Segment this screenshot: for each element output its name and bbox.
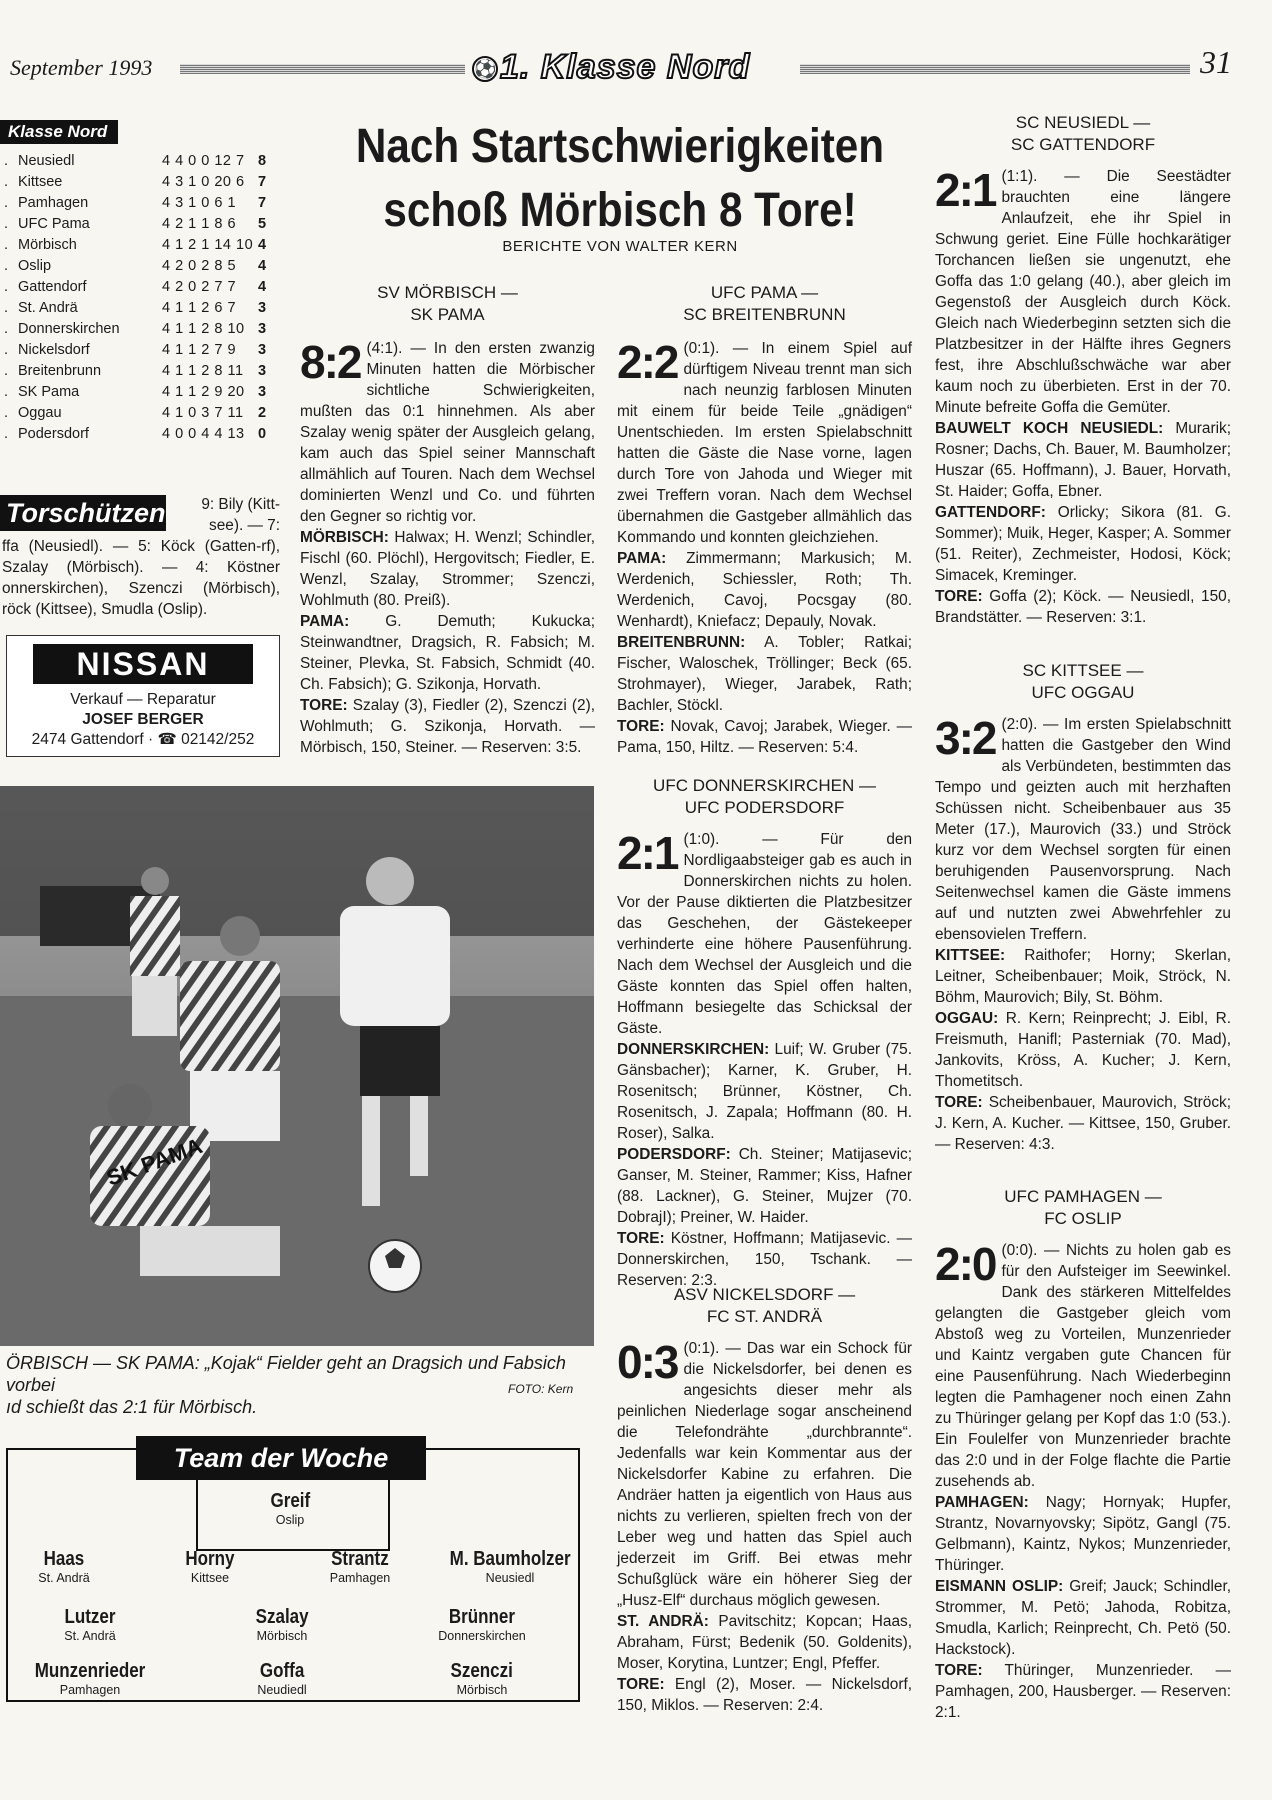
goals-text: Engl (2), Moser. — Nickelsdorf, 150, Miklos. — Reserven: 2:4.	[617, 1676, 913, 1714]
match-home: UFC PAMHAGEN —	[1004, 1187, 1162, 1206]
lineup-label: EISMANN OSLIP:	[935, 1578, 1064, 1595]
lineup-label: GATTENDORF:	[935, 504, 1046, 521]
table-rank: .	[4, 363, 9, 379]
goals-label: TORE:	[617, 1676, 665, 1693]
match-score: 2:2	[617, 336, 678, 388]
lineup-text: Raithofer; Horny; Skerlan, Leitner, Scheibenbauer; Moik, Ströck, N. Böhm, Maurovich; Bily, St. Böhm.	[935, 947, 1231, 1006]
player-club: Donnerskirchen	[438, 1629, 526, 1643]
team-player	[0, 1548, 134, 1586]
nissan-logo: NISSAN	[33, 644, 253, 684]
issue-date: September 1993	[10, 55, 153, 80]
table-team: Gattendorf	[18, 279, 87, 295]
player-name: Brünner	[448, 1606, 516, 1628]
player-name: Greif	[270, 1490, 310, 1512]
lineup	[617, 1144, 912, 1228]
player-club: Oslip	[275, 1513, 305, 1527]
goals-label: TORE:	[300, 697, 348, 714]
report-kittsee-oggau	[935, 660, 1231, 1155]
table-rank: .	[4, 384, 9, 400]
league-table-row	[0, 258, 280, 279]
table-points: 0	[258, 426, 267, 442]
team-player	[412, 1660, 552, 1698]
table-stats: 4 1 1 2 8 11	[162, 363, 244, 379]
goals-text: Thüringer, Munzenrieder. — Pamhagen, 200, Hausberger. — Reserven: 2:1.	[935, 1662, 1231, 1721]
lineup	[617, 632, 912, 716]
league-table-row	[0, 426, 280, 447]
ad-dealer: JOSEF BERGER	[82, 711, 204, 728]
lineup-text: Nagy; Hornyak; Hupfer, Strantz, Novarnyovsky; Sipötz, Gangl (75. Gelbmann), Kaintz, Nykos; Munzenrieder, Thüringer.	[935, 1494, 1231, 1574]
table-rank: .	[4, 216, 9, 232]
lineup	[300, 527, 595, 611]
match-score: 2:1	[617, 827, 678, 879]
lineup-text: Orlicky; Sikora (81. G. Sommer); Muik, Heger, Kasper; A. Sommer (51. Reiter), Zechmeister, Hodosi, Köck; Simacek, Kreminger.	[935, 504, 1231, 584]
table-team: Nickelsdorf	[18, 342, 90, 358]
match-home: UFC PAMA —	[710, 283, 819, 302]
goals	[300, 695, 595, 758]
match-score: 8:2	[300, 336, 361, 388]
table-points: 5	[258, 216, 267, 232]
match-home: UFC DONNERSKIRCHEN —	[653, 776, 876, 795]
headline	[338, 115, 901, 243]
player-name: Horny	[185, 1548, 235, 1570]
team-player	[290, 1548, 430, 1586]
table-points: 4	[258, 237, 267, 253]
goals	[935, 1092, 1231, 1155]
player-name: Goffa	[259, 1660, 305, 1682]
league-table-title: Klasse Nord	[0, 120, 118, 144]
report-neusiedl-gattendorf	[935, 112, 1231, 628]
table-team: Neusiedl	[18, 153, 75, 169]
byline: BERICHTE VON WALTER KERN	[502, 238, 738, 255]
lineup-label: MÖRBISCH:	[300, 529, 389, 546]
lineup-label: OGGAU:	[935, 1010, 999, 1027]
lineup-text: Murarik; Rosner; Dachs, Ch. Bauer, M. Baumholzer; Huszar (65. Hoffmann), J. Bauer, Horvath, St. Haider; Goffa, Ebner.	[935, 420, 1232, 500]
table-stats: 4 1 0 3 7 11	[162, 405, 244, 421]
goals	[617, 1674, 912, 1716]
table-points: 7	[258, 174, 267, 190]
lineup	[935, 502, 1231, 586]
goals	[935, 586, 1231, 628]
football-icon: ⚽	[472, 56, 498, 82]
lineup-text: Halwax; H. Wenzl; Schindler, Fischl (60. Plöchl), Hergovitsch; Fiedler, E. Wenzl, Szalay, Strommer; Szenczi, Wohlmuth (80. Preiß).	[300, 529, 595, 609]
table-team: St. Andrä	[18, 300, 78, 316]
table-team: Podersdorf	[18, 426, 89, 442]
section-title: 1. Klasse Nord	[500, 48, 751, 86]
table-points: 3	[258, 342, 267, 358]
header-rule-right	[800, 64, 1190, 74]
table-stats: 4 0 0 4 4 13	[162, 426, 245, 442]
table-rank: .	[4, 195, 9, 211]
caption-line-1: ÖRBISCH — SK PAMA: „Kojak“ Fielder geht an Dragsich und Fabsich vorbei	[6, 1353, 566, 1395]
table-rank: .	[4, 237, 9, 253]
report-pama-breitenbrunn	[617, 282, 912, 758]
match-away: FC OSLIP	[1044, 1209, 1122, 1228]
lineup	[617, 1039, 912, 1144]
table-team: Breitenbrunn	[18, 363, 102, 379]
headline-line-1: Nach Startschwierigkeiten	[355, 120, 885, 173]
match-score: 0:3	[617, 1336, 678, 1388]
table-team: UFC Pama	[18, 216, 90, 232]
lineup-label: ST. ANDRÄ:	[617, 1613, 709, 1630]
table-points: 2	[258, 405, 267, 421]
league-table-row	[0, 300, 280, 321]
lineup	[935, 945, 1231, 1008]
goals-text: Scheibenbauer, Maurovich, Ströck; J. Kern, A. Kucher. — Kittsee, 150, Gruber. — Reserven: 4:3.	[935, 1094, 1231, 1153]
table-stats: 4 4 0 0 12 7	[162, 153, 245, 169]
player-name: Szenczi	[450, 1660, 514, 1682]
table-stats: 4 2 0 2 7 7	[162, 279, 237, 295]
match-away: SK PAMA	[410, 305, 485, 324]
league-table-row	[0, 279, 280, 300]
lineup-label: PAMHAGEN:	[935, 1494, 1029, 1511]
ad-services: Verkauf — Reparatur	[70, 691, 216, 708]
lineup	[935, 418, 1231, 502]
table-team: Kittsee	[18, 174, 63, 190]
league-table-row	[0, 405, 280, 426]
table-rank: .	[4, 342, 9, 358]
shirt-lettering: SK PAMA	[103, 1133, 206, 1191]
lineup-label: PODERSDORF:	[617, 1146, 731, 1163]
lineup	[617, 548, 912, 632]
report-nickelsdorf-standrae	[617, 1284, 912, 1716]
lineup	[300, 611, 595, 695]
league-table-row	[0, 174, 280, 195]
table-stats: 4 2 1 1 8 6	[162, 216, 237, 232]
table-rank: .	[4, 174, 9, 190]
lineup-text: Luif; W. Gruber (75. Gänsbacher); Karner, K. Gruber, H. Rosenitsch; Brünner, Köstner, Ch. Rosenitsch, J. Zapala; Hoffmann (80. H. Roser), Salka.	[617, 1041, 913, 1142]
report-text: (1:0). — Für den Nordligaabsteiger gab es auch in Donnerskirchen nichts zu holen. Vor der Pause diktierten die Platzbesitzer das Geschehen, der Gästekeeper verhinderte eine höhere Pausenführung. Nach dem Wechsel der Ausgleich und die Gäste konnten das Spiel offen halten, Hoffmann besiegelte das Schicksal der Gäste.	[617, 831, 912, 1037]
caption-line-2: ıd schießt das 2:1 für Mörbisch.	[6, 1397, 258, 1417]
player-name: Munzenrieder	[34, 1660, 146, 1682]
report-text: (0:1). — Das war ein Schock für die Nickelsdorfer, bei denen es angesichts dieser mehr als peinlichen Niederlage sogar anscheinend die Telefondrähte „durchbrannte“. Jedenfalls war kein Kommentar aus der Nickelsdorfer Kabine zu erfahren. Die Andräer hatten ja eigentlich von Haus aus nichts zu verlieren, spielten frech von der Leber weg und hatten das Spiel auch jederzeit im Griff. Bei etwas mehr Schußglück wäre ein höherer Sieg der „Husz-Elf“ durchaus möglich gewesen.	[617, 1340, 912, 1609]
match-report	[935, 1240, 1231, 1492]
goals-text: Köstner, Hoffmann; Matijasevic. — Donnerskirchen, 150, Tschank. — Reserven: 2:3.	[617, 1230, 912, 1289]
report-pamhagen-oslip	[935, 1186, 1231, 1723]
lineup	[935, 1576, 1231, 1660]
lineup-text: Pavitschitz; Kopcan; Haas, Abraham, Fürst; Bedenik (50. Goldenits), Moser, Korytina, Luntzer; Engl, Pfeffer.	[617, 1613, 912, 1672]
league-table-row	[0, 342, 280, 363]
table-rank: .	[4, 279, 9, 295]
table-points: 3	[258, 300, 267, 316]
league-table-row	[0, 237, 280, 258]
table-stats: 4 1 1 2 6 7	[162, 300, 237, 316]
photo-illustration	[0, 786, 594, 1346]
match-report	[617, 829, 912, 1039]
lineup-text: R. Kern; Reinprecht; J. Eibl, R. Freismuth, Hanifl; Pasterniak (70. Mad), Jankovits, Kröss, A. Kucher; J. Kern, Thometitsch.	[935, 1010, 1231, 1090]
table-team: Mörbisch	[18, 237, 77, 253]
match-away: SC BREITENBRUNN	[683, 305, 846, 324]
table-points: 3	[258, 321, 267, 337]
report-text: (2:0). — Im ersten Spielabschnitt hatten die Gastgeber den Wind als Verbündeten, bestimmten das Tempo und geizten auch mit herzhaften Schüssen nicht. Scheibenbauer aus 35 Meter (17.), Maurovich (33.) und Ströck kurz vor dem Wechsel sorgten für einen beruhigenden Pausenvorsprung. Nach Seitenwechsel kamen die Gäste immens auf und nutzten zwei Abwehrfehler zu ebensovielen Treffern.	[935, 716, 1231, 943]
goals	[935, 1660, 1231, 1723]
lineup-label: PAMA:	[617, 550, 667, 567]
match-photo	[0, 786, 594, 1346]
league-table-row	[0, 321, 280, 342]
lineup-label: KITTSEE:	[935, 947, 1006, 964]
lineup-text: Greif; Jauck; Schindler, Strommer, M. Petö; Jahoda, Robitza, Smudla, Karlich; Reinprecht, Ch. Petö (50. Hackstock).	[935, 1578, 1231, 1658]
scorers-lead-2: see). — 7:	[209, 517, 280, 534]
goals-label: TORE:	[935, 1094, 983, 1111]
lineup-text: G. Demuth; Kukucka; Steinwandtner, Dragsich, R. Fabsich; M. Steiner, Plevka, St. Fabsich, Schmidt (40. Ch. Fabsich); G. Szikonja, Horvath.	[300, 613, 595, 693]
lineup-text: Zimmermann; Markusich; M. Werdenich, Schiessler, Roth; Th. Werdenich, Cavoj, Pocsgay (80. Wenhardt), Kniefacz; Depauly, Novak.	[617, 550, 912, 630]
match-home: ASV NICKELSDORF —	[673, 1285, 856, 1304]
player-club: Neusiedl	[485, 1571, 535, 1585]
headline-line-2: schoß Mörbisch 8 Tore!	[383, 184, 857, 237]
table-team: Donnerskirchen	[18, 321, 120, 337]
match-home: SC KITTSEE —	[1022, 661, 1144, 680]
table-rank: .	[4, 321, 9, 337]
goals-label: TORE:	[935, 1662, 983, 1679]
lineup-label: PAMA:	[300, 613, 350, 630]
match-report	[300, 338, 595, 527]
team-player	[212, 1660, 352, 1698]
lineup	[935, 1008, 1231, 1092]
league-table-row	[0, 216, 280, 237]
photo-credit: FOTO: Kern	[508, 1382, 574, 1396]
nissan-advertisement	[6, 635, 280, 757]
table-rank: .	[4, 405, 9, 421]
table-team: Pamhagen	[18, 195, 89, 211]
table-points: 4	[258, 279, 267, 295]
table-team: Oslip	[18, 258, 52, 274]
lineup-label: DONNERSKIRCHEN:	[617, 1041, 770, 1058]
team-player	[412, 1606, 552, 1644]
player-name: Lutzer	[64, 1606, 116, 1628]
league-table-row	[0, 384, 280, 405]
goals-label: TORE:	[935, 588, 983, 605]
table-points: 3	[258, 363, 267, 379]
goals	[617, 1228, 912, 1291]
table-stats: 4 3 1 0 20 6	[162, 174, 245, 190]
match-home: SC NEUSIEDL —	[1015, 113, 1151, 132]
match-away: UFC OGGAU	[1031, 683, 1135, 702]
player-name: Strantz	[331, 1548, 389, 1570]
team-player	[430, 1548, 590, 1586]
match-away: FC ST. ANDRÄ	[706, 1307, 823, 1326]
match-away: UFC PODERSDORF	[684, 798, 845, 817]
player-club: Kittsee	[190, 1571, 230, 1585]
team-player	[20, 1660, 160, 1698]
goals-label: TORE:	[617, 1230, 665, 1247]
lineup-label: BAUWELT KOCH NEUSIEDL:	[935, 420, 1164, 437]
player-club: Pamhagen	[59, 1683, 121, 1697]
report-donnerskirchen-podersdorf	[617, 775, 912, 1291]
table-stats: 4 1 1 2 9 20	[162, 384, 245, 400]
scorers-list: ffa (Neusiedl). — 5: Köck (Gatten-rf), Szalay (Mörbisch). — 4: Köstner onnerskirchen), Szenczi (Mörbisch), röck (Kittsee), Smudla (Oslip).	[2, 538, 280, 618]
player-name: M. Baumholzer	[449, 1548, 571, 1570]
report-text: (0:1). — In einem Spiel auf dürftigem Niveau trennt man sich nach neunzig farblosen Minuten mit einem für beide Teile „gnädigen“ Unentschieden. Im ersten Spielabschnitt hatten die Gäste die Nase vorne, lagen durch Tore von Jahoda und Wieger mit zwei Treffern voran. Nach dem Wechsel übernahmen die Gastgeber allmählich das Kommando und konnten gleichziehen.	[617, 340, 912, 546]
league-table-row	[0, 153, 280, 174]
table-stats: 4 3 1 0 6 1	[162, 195, 237, 211]
league-table-row	[0, 195, 280, 216]
lineup-label: BREITENBRUNN:	[617, 634, 746, 651]
goals-text: Goffa (2); Köck. — Neusiedl, 150, Brandstätter. — Reserven: 3:1.	[935, 588, 1231, 626]
player-name: Szalay	[255, 1606, 309, 1628]
table-rank: .	[4, 300, 9, 316]
league-table-row	[0, 363, 280, 384]
lineup	[617, 1611, 912, 1674]
goals-label: TORE:	[617, 718, 665, 735]
table-stats: 4 1 2 1 14 10	[162, 237, 254, 253]
goals-text: Novak, Cavoj; Jarabek, Wieger. — Pama, 150, Hiltz. — Reserven: 5:4.	[617, 718, 912, 756]
player-name: Haas	[43, 1548, 85, 1570]
table-points: 7	[258, 195, 267, 211]
team-player	[20, 1606, 160, 1644]
report-moerbisch-pama	[300, 282, 595, 758]
scorers-lead-1: 9: Bily (Kitt-	[201, 496, 280, 513]
lineup-text: A. Tobler; Ratkai; Fischer, Waloschek, Tröllinger; Beck (65. Strohmayer), Wieger, Jarabek, Rath; Bachler, Stöckl.	[617, 634, 912, 714]
header-rule-left	[180, 64, 465, 74]
match-report	[935, 166, 1231, 418]
player-club: Mörbisch	[456, 1683, 508, 1697]
player-club: Mörbisch	[256, 1629, 308, 1643]
team-of-the-week-title: Team der Woche	[136, 1436, 426, 1480]
goals-text: Szalay (3), Fiedler (2), Szenczi (2), Wohlmuth; G. Szikonja, Horvath. — Mörbisch, 150, Steiner. — Reserven: 3:5.	[300, 697, 595, 756]
table-stats: 4 2 0 2 8 5	[162, 258, 237, 274]
table-rank: .	[4, 426, 9, 442]
report-text: (4:1). — In den ersten zwanzig Minuten hatten die Mörbischer sichtliche Schwierigkeiten, mußten das 0:1 hinnehmen. Als aber Szalay wenig später der Ausgleich gelang, kam auch das Spiel seiner Mannschaft allmählich auf Touren. Nach dem Wechsel dominierten Wenzl und Co. und führten den Gegner so richtig vor.	[300, 340, 595, 525]
page-number: 31	[1200, 44, 1232, 80]
goals	[617, 716, 912, 758]
table-team: Oggau	[18, 405, 62, 421]
team-player	[140, 1548, 280, 1586]
match-report	[617, 338, 912, 548]
report-text: (0:0). — Nichts zu holen gab es für den Aufsteiger im Seewinkel. Dank des stärkeren Mittelfeldes gelangten die Gastgeber gleich vom Abstoß weg zu Vorteilen, Munzenrieder und Kaintz vergaben gute Chancen für eine Pausenführung. Nach Wiederbeginn legten die Pamhagener noch einen Zahn zu Thüringer gelang per Kopf das 1:0 (53.). Ein Foulelfer von Munzenrieder brachte das 2:0 und in der Folge flachte die Partie zusehends ab.	[935, 1242, 1231, 1490]
table-stats: 4 1 1 2 8 10	[162, 321, 245, 337]
player-club: St. Andrä	[38, 1571, 90, 1585]
player-club: St. Andrä	[64, 1629, 116, 1643]
team-player	[212, 1606, 352, 1644]
ad-address: 2474 Gattendorf · ☎ 02142/252	[31, 731, 255, 748]
match-report	[617, 1338, 912, 1611]
report-text: (1:1). — Die Seestädter brauchten eine längere Anlaufzeit, ehe ihr Spiel in Schwung geriet. Eine Fülle hochkarätiger Torchancen ließen sie ungenutzt, ehe Goffa das 1:0 gelang (40.), aber gleich im Gegenstoß der Ausgleich durch Köck. Gleich nach Wiederbeginn setzten sich die Platzbesitzer in der Hälfte ihres Gegners fest, ihre Abschlußschwäche war aber kaum noch zu überbieten. Erst in der 70. Minute befreite Goffa die Gemüter.	[935, 168, 1231, 416]
match-home: SV MÖRBISCH —	[377, 283, 518, 302]
player-club: Neudiedl	[257, 1683, 307, 1697]
table-rank: .	[4, 153, 9, 169]
lineup-text: Ch. Steiner; Matijasevic; Ganser, M. Steiner, Rammer; Kiss, Hafner (88. Lackner), G. Steiner, Mujzer (70. DobrajI); Preiner, W. Haider.	[617, 1146, 912, 1226]
pitch	[0, 996, 594, 1346]
table-points: 3	[258, 384, 267, 400]
match-score: 2:1	[935, 164, 996, 216]
match-report	[935, 714, 1231, 945]
match-away: SC GATTENDORF	[1010, 135, 1156, 154]
table-team: SK Pama	[18, 384, 80, 400]
table-points: 4	[258, 258, 267, 274]
table-rank: .	[4, 258, 9, 274]
table-points: 8	[258, 153, 267, 169]
lineup	[935, 1492, 1231, 1576]
player-club: Pamhagen	[329, 1571, 391, 1585]
scorers-title: Torschützen	[0, 495, 166, 531]
match-score: 3:2	[935, 712, 996, 764]
match-score: 2:0	[935, 1238, 996, 1290]
table-stats: 4 1 1 2 7 9	[162, 342, 237, 358]
team-player	[220, 1490, 360, 1528]
